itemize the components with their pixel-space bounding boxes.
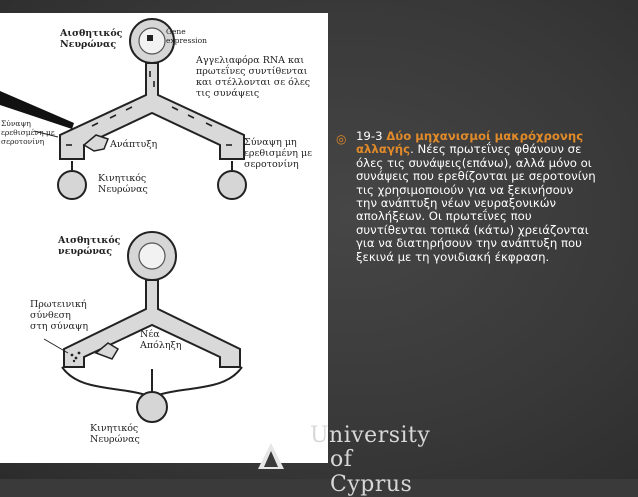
bullet-prefix: 19-3 — [356, 129, 387, 143]
unstimulated-synapse-label: Σύναψη μη ερεθισμένη με σεροτονίνη — [244, 137, 313, 170]
bullet-paragraph — [336, 129, 596, 264]
motor-left-label: Κινητικός Νευρώνας — [98, 173, 148, 195]
stimulated-synapse-label: Σύναψη ερεθισμένη με σεροτονίνη — [1, 119, 55, 146]
neuron-diagram — [0, 13, 328, 463]
university-emblem-icon — [256, 441, 286, 471]
top-sensory-label: Αισθητικός Νευρώνας — [60, 28, 123, 50]
growth-label: Ανάπτυξη — [110, 139, 158, 150]
university-name-line1: University — [310, 423, 431, 448]
university-logo — [252, 421, 432, 497]
protein-synthesis-label: Πρωτεινική σύνθεση στη σύναψη — [30, 299, 89, 332]
target-bullet-icon: ◎ — [336, 132, 347, 146]
motor-bottom-label: Κινητικός Νευρώνας — [90, 423, 140, 445]
gene-expression-label: Gene expression — [166, 27, 207, 45]
bullet-body: . Νέες πρωτεΐνες φθάνουν σε όλες τις συνάψεις(επάνω), αλλά μόνο οι συνάψεις που ερεθίζονται με σεροτονίνη τις χρησιμοποιούν για να ξεκινήσουν την ανάπτυξη νέων νευραξονικών απολήξεων. Οι πρωτεΐνες που συντίθενται τοπικά (κάτω) χρειάζονται για να διατηρήσουν την ανάπτυξη που ξεκινά με τη γονιδιακή έκφραση. — [356, 142, 596, 264]
university-name-line2: of Cyprus — [330, 447, 413, 497]
bullet-highlight: Δύο μηχανισμοί μακρόχρονης αλλαγής — [356, 129, 584, 157]
new-branch-label: Νέα Απόληξη — [140, 329, 182, 351]
rna-label: Αγγελιαφόρα RNA και πρωτεΐνες συντίθενται και στέλλονται σε όλες τις συνάψεις — [196, 55, 311, 99]
bullet-text — [356, 130, 596, 264]
bottom-sensory-label: Αισθητικός νευρώνας — [58, 235, 121, 257]
